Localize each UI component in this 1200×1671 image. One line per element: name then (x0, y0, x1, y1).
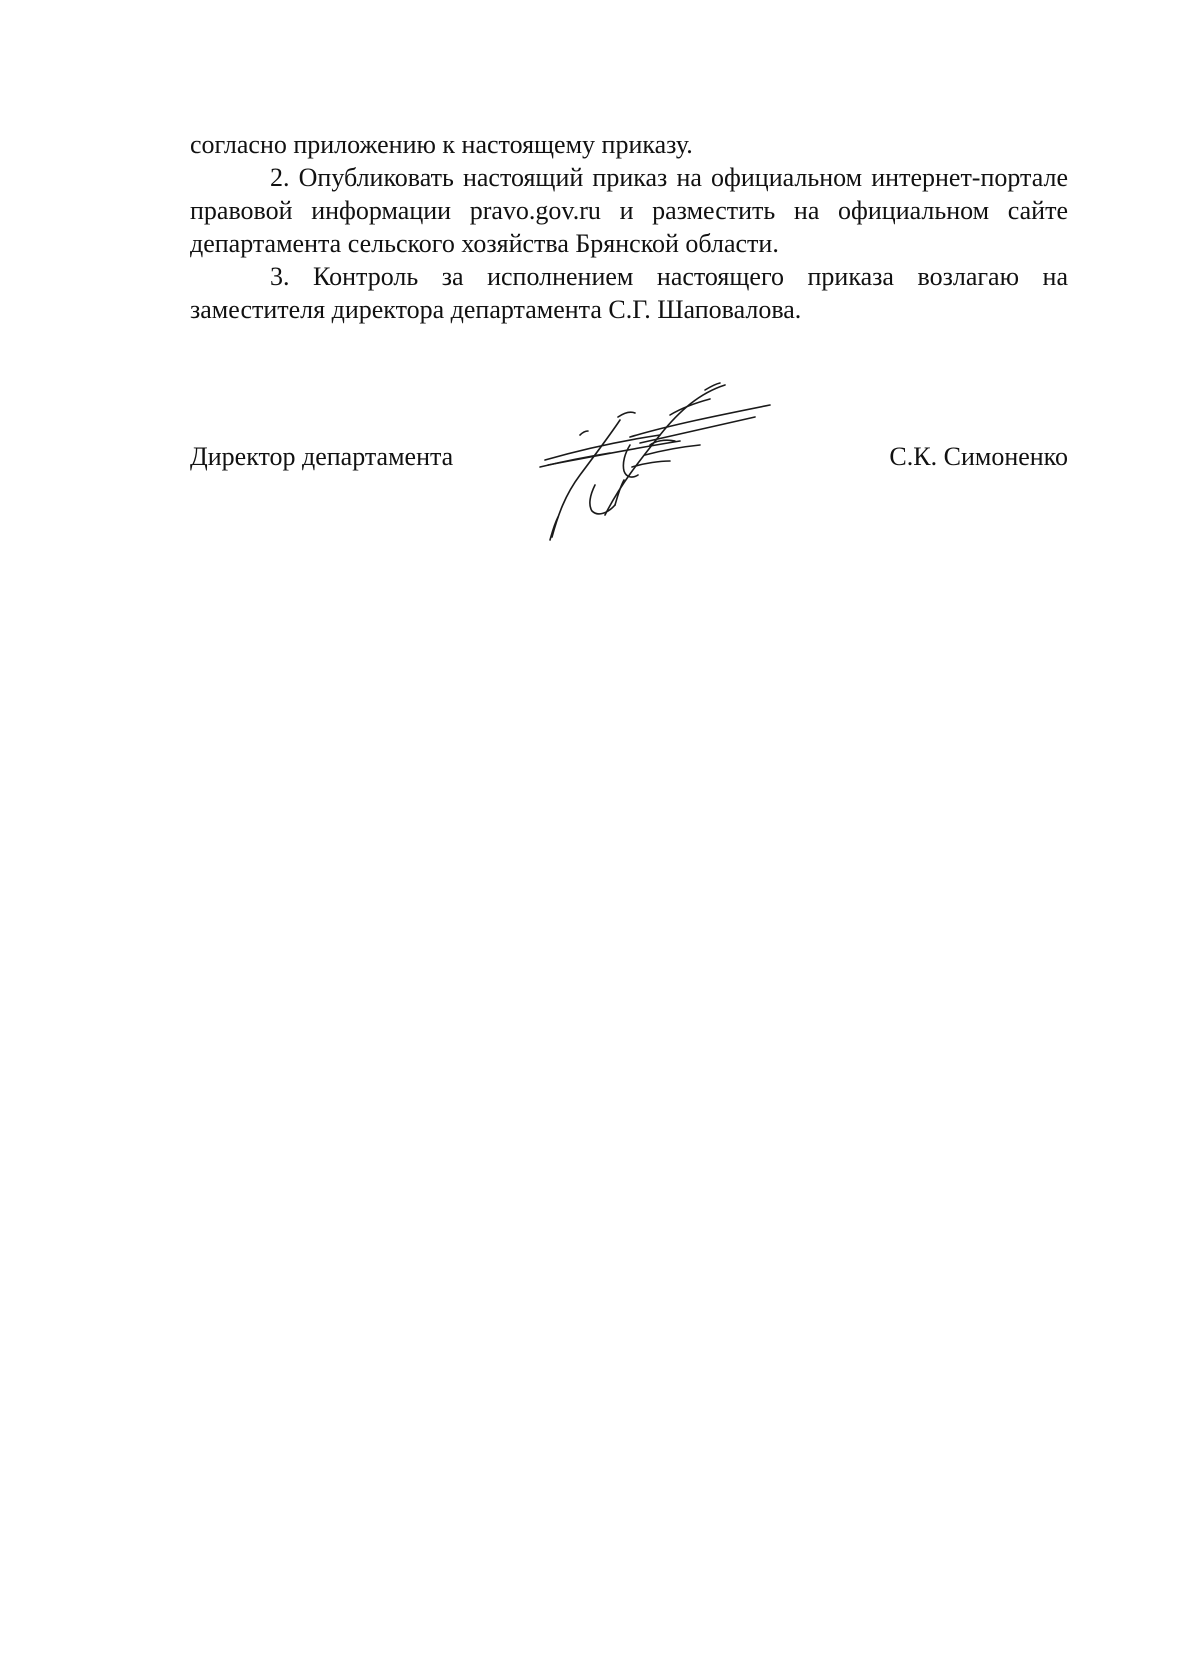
paragraph-continuation: согласно приложению к настоящему приказу. (190, 130, 693, 159)
signer-name: С.К. Симоненко (889, 442, 1068, 471)
handwritten-signature (520, 375, 790, 545)
paragraph-item-2: 2. Опубликовать настоящий приказ на официальном интернет-портале правовой информации pravo.gov.ru и разместить на официальном сайте департамента сельского хозяйства Брянской области. (190, 163, 1068, 258)
signer-position-title: Директор департамента (190, 442, 454, 471)
paragraph-item-3: 3. Контроль за исполнением настоящего приказа возлагаю на заместителя директора департамента С.Г. Шаповалова. (190, 262, 1068, 324)
document-body (190, 128, 1068, 326)
